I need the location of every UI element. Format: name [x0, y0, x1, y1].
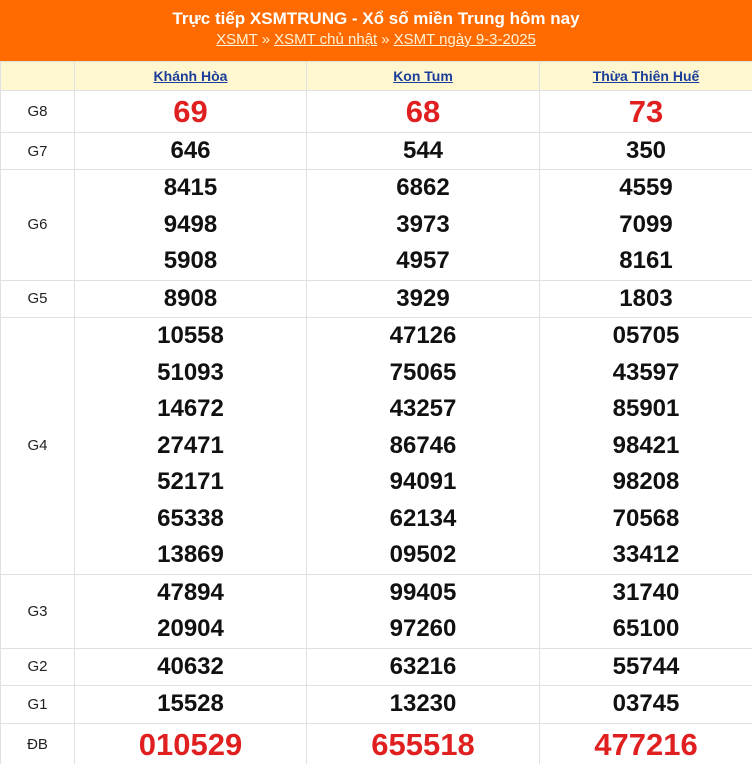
result-number: 31740 [612, 578, 680, 606]
prize-label: G2 [1, 648, 75, 686]
result-number: 09502 [389, 541, 457, 568]
table-row [1, 91, 752, 133]
province-header [540, 62, 752, 91]
results-body [1, 91, 752, 764]
result-number: 75065 [389, 358, 457, 386]
result-cell [75, 133, 307, 170]
breadcrumb [0, 30, 752, 50]
result-number: 646 [170, 137, 211, 164]
table-row [1, 280, 752, 318]
result-number: 55744 [612, 652, 680, 680]
result-cell [307, 170, 540, 281]
table-row [1, 170, 752, 281]
result-number: 010529 [138, 726, 243, 762]
result-number: 70568 [612, 504, 680, 532]
result-number: 05705 [612, 322, 680, 349]
result-cell [307, 318, 540, 575]
result-number: 03745 [612, 690, 680, 717]
table-row [1, 686, 752, 724]
result-cell [540, 170, 752, 281]
result-number: 99405 [389, 578, 457, 606]
result-cell [307, 686, 540, 724]
result-cell [307, 723, 540, 764]
result-number: 98421 [612, 431, 680, 459]
prize-label: G1 [1, 686, 75, 724]
result-number: 15528 [157, 690, 224, 717]
result-cell [307, 133, 540, 170]
result-number: 33412 [612, 541, 680, 568]
result-number: 86746 [389, 431, 457, 459]
result-cell [540, 648, 752, 686]
result-number: 350 [625, 137, 667, 164]
breadcrumb-separator: » [261, 31, 271, 48]
page-title: Trực tiếp XSMTRUNG - Xổ số miền Trung hôm nay [172, 9, 580, 28]
result-cell [540, 91, 752, 133]
result-number: 51093 [157, 358, 224, 386]
result-cell [75, 170, 307, 281]
table-row [1, 318, 752, 575]
table-row [1, 133, 752, 170]
result-number: 3973 [396, 210, 450, 238]
result-cell [75, 686, 307, 724]
result-number: 85901 [612, 395, 680, 422]
result-cell [75, 723, 307, 764]
prize-label: ĐB [1, 723, 75, 764]
result-number: 8415 [163, 174, 218, 201]
province-link-khanh-hoa[interactable]: Khánh Hòa [153, 68, 228, 84]
result-number: 7099 [619, 210, 673, 238]
result-number: 1803 [619, 284, 673, 312]
province-header [307, 62, 540, 91]
result-number: 655518 [371, 726, 475, 762]
result-cell [75, 648, 307, 686]
result-number: 8161 [619, 247, 673, 274]
result-number: 4559 [619, 174, 673, 201]
breadcrumb-xsmt[interactable]: XSMT [216, 31, 258, 48]
result-number: 8908 [163, 284, 218, 312]
result-number: 52171 [157, 468, 224, 495]
result-number: 73 [628, 94, 664, 129]
result-number: 65338 [157, 504, 224, 532]
result-number: 9498 [163, 210, 218, 238]
result-number: 97260 [389, 615, 457, 642]
province-link-kon-tum[interactable]: Kon Tum [393, 68, 453, 84]
result-cell [540, 723, 752, 764]
results-table [0, 61, 752, 764]
page-header [0, 0, 752, 61]
result-cell [307, 280, 540, 318]
result-number: 65100 [612, 615, 680, 642]
result-number: 94091 [389, 468, 457, 495]
result-number: 10558 [157, 322, 224, 349]
result-number: 13869 [157, 541, 224, 568]
province-link-thua-thien-hue[interactable]: Thừa Thiên Huế [592, 68, 700, 84]
result-cell [540, 280, 752, 318]
prize-label: G7 [1, 133, 75, 170]
result-cell [75, 280, 307, 318]
result-number: 6862 [396, 174, 450, 201]
result-number: 62134 [389, 504, 457, 532]
result-number: 4957 [396, 247, 450, 274]
prize-label: G4 [1, 318, 75, 575]
table-header-row [1, 62, 752, 91]
result-number: 14672 [157, 395, 224, 422]
prize-column-header [1, 62, 75, 91]
result-cell [307, 91, 540, 133]
result-number: 27471 [157, 431, 224, 459]
result-number: 3929 [396, 284, 450, 312]
result-cell [75, 318, 307, 575]
result-cell [540, 318, 752, 575]
result-cell [540, 686, 752, 724]
province-header [75, 62, 307, 91]
table-row [1, 574, 752, 648]
breadcrumb-xsmt-date[interactable]: XSMT ngày 9-3-2025 [393, 31, 536, 48]
breadcrumb-xsmt-sunday[interactable]: XSMT chủ nhật [274, 31, 378, 48]
result-number: 20904 [157, 615, 224, 642]
table-row [1, 723, 752, 764]
result-number: 69 [173, 94, 208, 129]
result-cell [307, 574, 540, 648]
result-number: 47126 [389, 322, 457, 349]
result-number: 40632 [157, 652, 224, 680]
result-number: 544 [402, 137, 444, 164]
prize-label: G8 [1, 91, 75, 133]
result-number: 47894 [157, 578, 224, 606]
result-number: 13230 [389, 690, 457, 717]
prize-label: G3 [1, 574, 75, 648]
result-number: 5908 [163, 247, 218, 274]
result-cell [75, 574, 307, 648]
result-number: 477216 [594, 726, 698, 762]
result-number: 43597 [612, 358, 680, 386]
table-row [1, 648, 752, 686]
result-cell [540, 133, 752, 170]
result-cell [307, 648, 540, 686]
result-number: 68 [405, 94, 441, 129]
result-cell [540, 574, 752, 648]
result-cell [75, 91, 307, 133]
result-number: 98208 [612, 468, 680, 495]
result-number: 63216 [389, 652, 457, 680]
result-number: 43257 [389, 395, 457, 422]
breadcrumb-separator: » [381, 31, 390, 48]
prize-label: G6 [1, 170, 75, 281]
prize-label: G5 [1, 280, 75, 318]
